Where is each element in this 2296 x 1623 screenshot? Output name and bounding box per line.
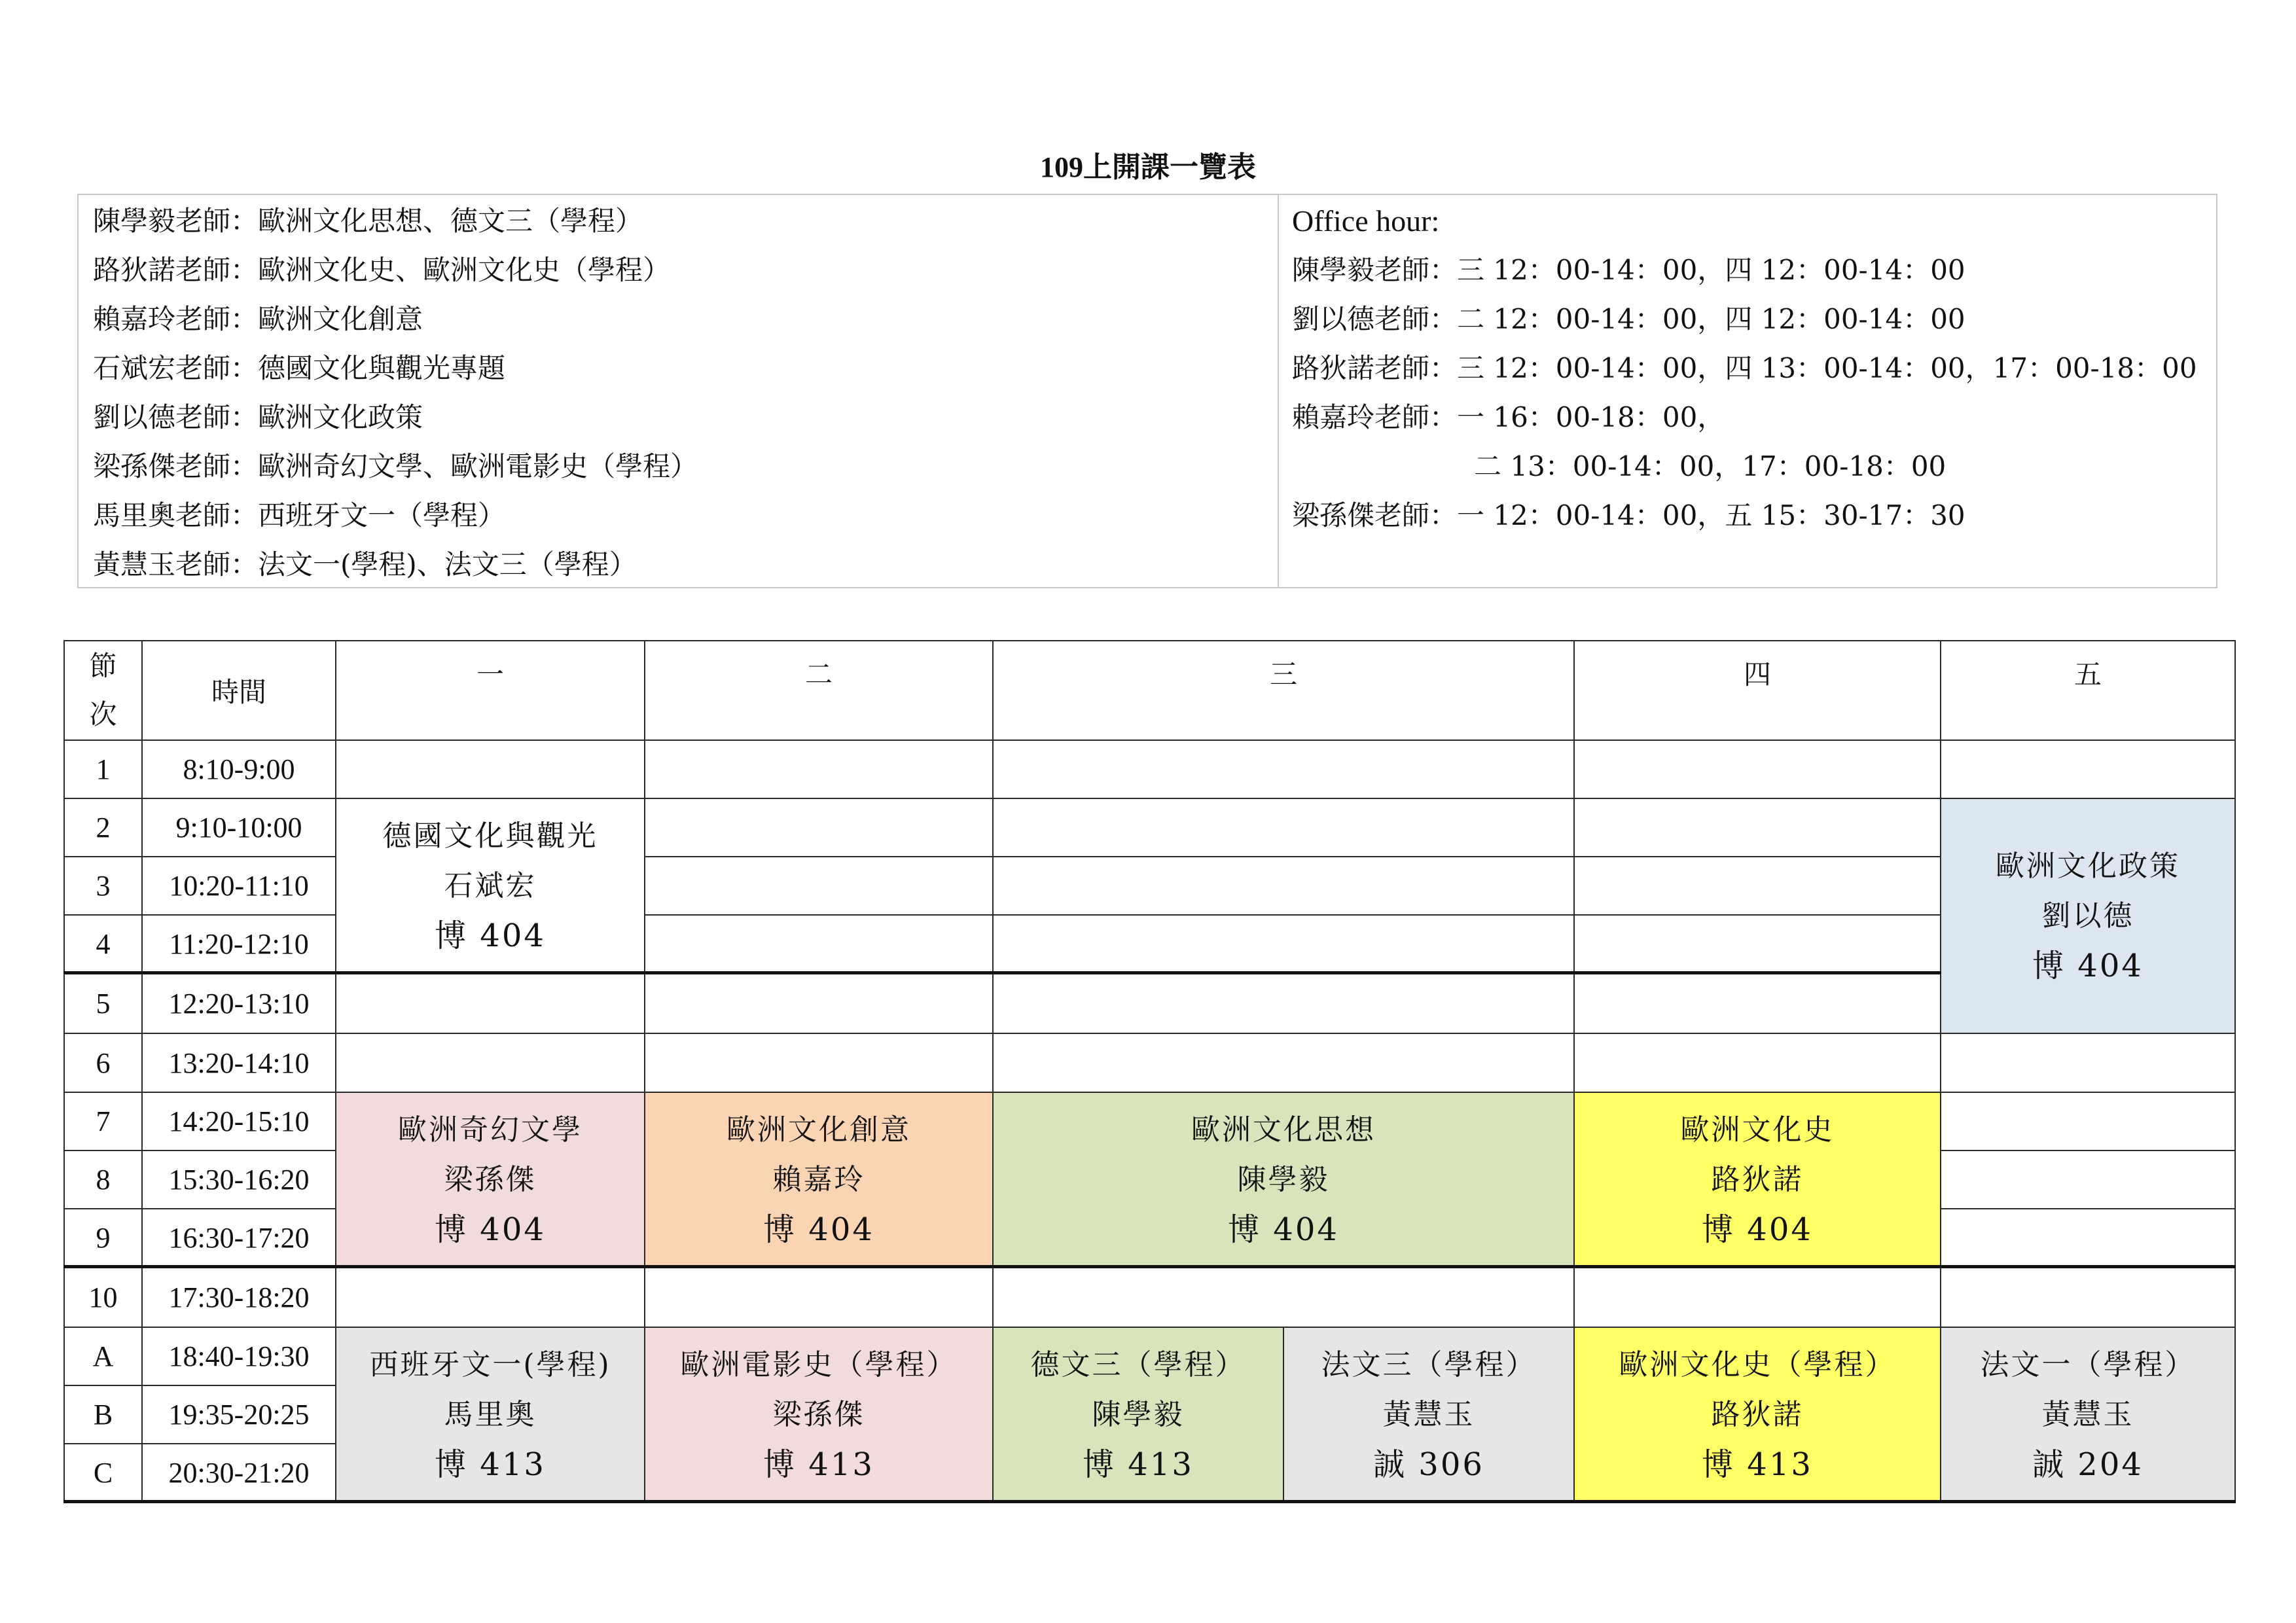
course-block (335, 1327, 645, 1503)
period-time: 8:10-9:00 (141, 740, 336, 799)
period-time: 10:20-11:10 (141, 856, 336, 916)
course-name: 歐洲文化思想 (1191, 1113, 1376, 1147)
course-room: 博 404 (435, 1211, 546, 1248)
empty-slot (644, 914, 994, 974)
course-teacher: 路狄諾 (1711, 1397, 1804, 1431)
empty-slot (1573, 1033, 1941, 1093)
course-teacher: 黃慧玉 (2041, 1397, 2134, 1431)
period-number: B (63, 1385, 143, 1444)
course-room: 博 413 (435, 1446, 546, 1483)
office-hour-line: 劉以德老師：二 12：00-14：00，四 12：00-14：00 (1292, 303, 1965, 335)
empty-slot (1573, 740, 1941, 799)
day-header: 五 (1940, 640, 2236, 741)
period-time: 9:10-10:00 (141, 798, 336, 857)
course-room: 博 404 (763, 1211, 874, 1248)
course-room: 博 404 (435, 917, 546, 954)
empty-slot (1573, 914, 1941, 974)
empty-slot (644, 972, 994, 1034)
course-teacher: 梁孫傑 (772, 1397, 865, 1431)
teacher-line: 梁孫傑老師：歐洲奇幻文學、歐洲電影史（學程） (93, 450, 698, 482)
course-teacher: 賴嘉玲 (772, 1162, 865, 1196)
period-header-label: 節 (89, 650, 117, 682)
empty-slot (992, 740, 1575, 799)
empty-slot (1573, 798, 1941, 857)
empty-slot (644, 1266, 994, 1328)
empty-slot (644, 740, 994, 799)
empty-slot (1940, 740, 2236, 799)
course-block (1573, 1092, 1941, 1268)
course-teacher: 陳學毅 (1092, 1397, 1185, 1431)
teacher-line: 石斌宏老師：德國文化與觀光專題 (93, 352, 506, 384)
course-teacher: 陳學毅 (1237, 1162, 1330, 1196)
course-block (644, 1092, 994, 1268)
course-teacher: 路狄諾 (1711, 1162, 1804, 1196)
empty-slot (1940, 1092, 2236, 1151)
teacher-line: 路狄諾老師：歐洲文化史、歐洲文化史（學程） (93, 254, 671, 286)
course-name: 歐洲文化創意 (726, 1113, 911, 1147)
period-time: 12:20-13:10 (141, 972, 336, 1034)
period-number: 2 (63, 798, 143, 857)
period-number: 6 (63, 1033, 143, 1093)
course-name: 歐洲文化史 (1680, 1113, 1835, 1147)
teacher-line: 馬里奧老師：西班牙文一（學程） (93, 499, 506, 531)
course-block (1940, 798, 2236, 1034)
course-room: 博 404 (1228, 1211, 1339, 1248)
period-time: 15:30-16:20 (141, 1150, 336, 1209)
course-block (1283, 1327, 1575, 1503)
teacher-line: 劉以德老師：歐洲文化政策 (93, 401, 423, 433)
course-block (992, 1327, 1284, 1503)
period-number: 10 (63, 1266, 143, 1328)
office-hour-label: Office hour: (1292, 204, 1440, 238)
course-name: 西班牙文一(學程) (369, 1347, 611, 1382)
empty-slot (992, 856, 1575, 916)
evening-separator (63, 1265, 2236, 1268)
empty-slot (992, 914, 1575, 974)
course-block (335, 1092, 645, 1268)
empty-slot (1940, 1033, 2236, 1093)
empty-slot (644, 856, 994, 916)
course-room: 誠 306 (1373, 1446, 1484, 1483)
empty-slot (335, 972, 645, 1034)
period-number: 5 (63, 972, 143, 1034)
course-name: 歐洲文化政策 (1996, 849, 2180, 883)
empty-slot (644, 1033, 994, 1093)
course-name: 法文三（學程） (1321, 1347, 1537, 1382)
day-header: 一 (335, 640, 645, 741)
period-number: 3 (63, 856, 143, 916)
course-block (992, 1092, 1575, 1268)
office-hour-line: 梁孫傑老師：一 12：00-14：00，五 15：30-17：30 (1292, 499, 1965, 531)
period-number: 7 (63, 1092, 143, 1151)
course-room: 博 404 (2032, 947, 2144, 984)
empty-slot (335, 1266, 645, 1328)
course-name: 法文一（學程） (1980, 1347, 2196, 1382)
period-header-label: 次 (89, 698, 117, 730)
period-number: 9 (63, 1208, 143, 1268)
page-title: 109上開課一覽表 (1040, 151, 1256, 183)
period-time: 17:30-18:20 (141, 1266, 336, 1328)
course-teacher: 梁孫傑 (444, 1162, 537, 1196)
teacher-line: 陳學毅老師：歐洲文化思想、德文三（學程） (93, 205, 643, 237)
course-teacher: 馬里奧 (444, 1397, 537, 1431)
period-number: A (63, 1327, 143, 1386)
period-time: 18:40-19:30 (141, 1327, 336, 1386)
course-block (1573, 1327, 1941, 1503)
period-time: 16:30-17:20 (141, 1208, 336, 1268)
empty-slot (992, 972, 1575, 1034)
period-header (63, 640, 143, 741)
period-number: 8 (63, 1150, 143, 1209)
office-hour-line: 路狄諾老師：三 12：00-14：00，四 13：00-14：00，17：00-18：00 (1292, 352, 2197, 384)
course-room: 博 413 (763, 1446, 874, 1483)
empty-slot (335, 1033, 645, 1093)
course-teacher: 黃慧玉 (1382, 1397, 1475, 1431)
teacher-line: 賴嘉玲老師：歐洲文化創意 (93, 303, 423, 335)
office-hour-line: 賴嘉玲老師：一 16：00-18：00， (1292, 401, 1725, 433)
period-number: 1 (63, 740, 143, 799)
empty-slot (1573, 972, 1941, 1034)
empty-slot (992, 798, 1575, 857)
empty-slot (644, 798, 994, 857)
empty-slot (1940, 1266, 2236, 1328)
period-time: 19:35-20:25 (141, 1385, 336, 1444)
empty-slot (992, 1033, 1575, 1093)
empty-slot (1940, 1150, 2236, 1209)
course-name: 歐洲電影史（學程） (680, 1347, 958, 1382)
course-teacher: 劉以德 (2041, 899, 2134, 933)
time-header: 時間 (141, 640, 336, 741)
course-name: 德文三（學程） (1030, 1347, 1246, 1382)
teacher-line: 黃慧玉老師：法文一(學程)、法文三（學程） (93, 548, 637, 580)
noon-separator (63, 971, 1941, 974)
day-header: 三 (992, 640, 1575, 741)
empty-slot (335, 740, 645, 799)
empty-slot (992, 1266, 1575, 1328)
day-header: 四 (1573, 640, 1941, 741)
empty-slot (1940, 1208, 2236, 1268)
course-room: 博 413 (1702, 1446, 1813, 1483)
period-time: 20:30-21:20 (141, 1443, 336, 1503)
period-number: 4 (63, 914, 143, 974)
period-time: 13:20-14:10 (141, 1033, 336, 1093)
day-header: 二 (644, 640, 994, 741)
office-hour-line: 陳學毅老師：三 12：00-14：00，四 12：00-14：00 (1292, 254, 1965, 286)
empty-slot (1573, 1266, 1941, 1328)
period-time: 11:20-12:10 (141, 914, 336, 974)
course-block (1940, 1327, 2236, 1503)
course-room: 博 404 (1702, 1211, 1813, 1248)
period-number: C (63, 1443, 143, 1503)
course-name: 歐洲奇幻文學 (398, 1113, 583, 1147)
course-room: 誠 204 (2032, 1446, 2144, 1483)
table-bottom-border (63, 1500, 2236, 1503)
empty-slot (1573, 856, 1941, 916)
course-name: 歐洲文化史（學程） (1619, 1347, 1896, 1382)
course-name: 德國文化與觀光 (382, 819, 598, 853)
course-block (335, 798, 645, 974)
course-teacher: 石斌宏 (444, 868, 537, 902)
period-time: 14:20-15:10 (141, 1092, 336, 1151)
course-block (644, 1327, 994, 1503)
course-room: 博 413 (1083, 1446, 1194, 1483)
office-hour-line: 二 13：00-14：00，17：00-18：00 (1474, 450, 1946, 482)
